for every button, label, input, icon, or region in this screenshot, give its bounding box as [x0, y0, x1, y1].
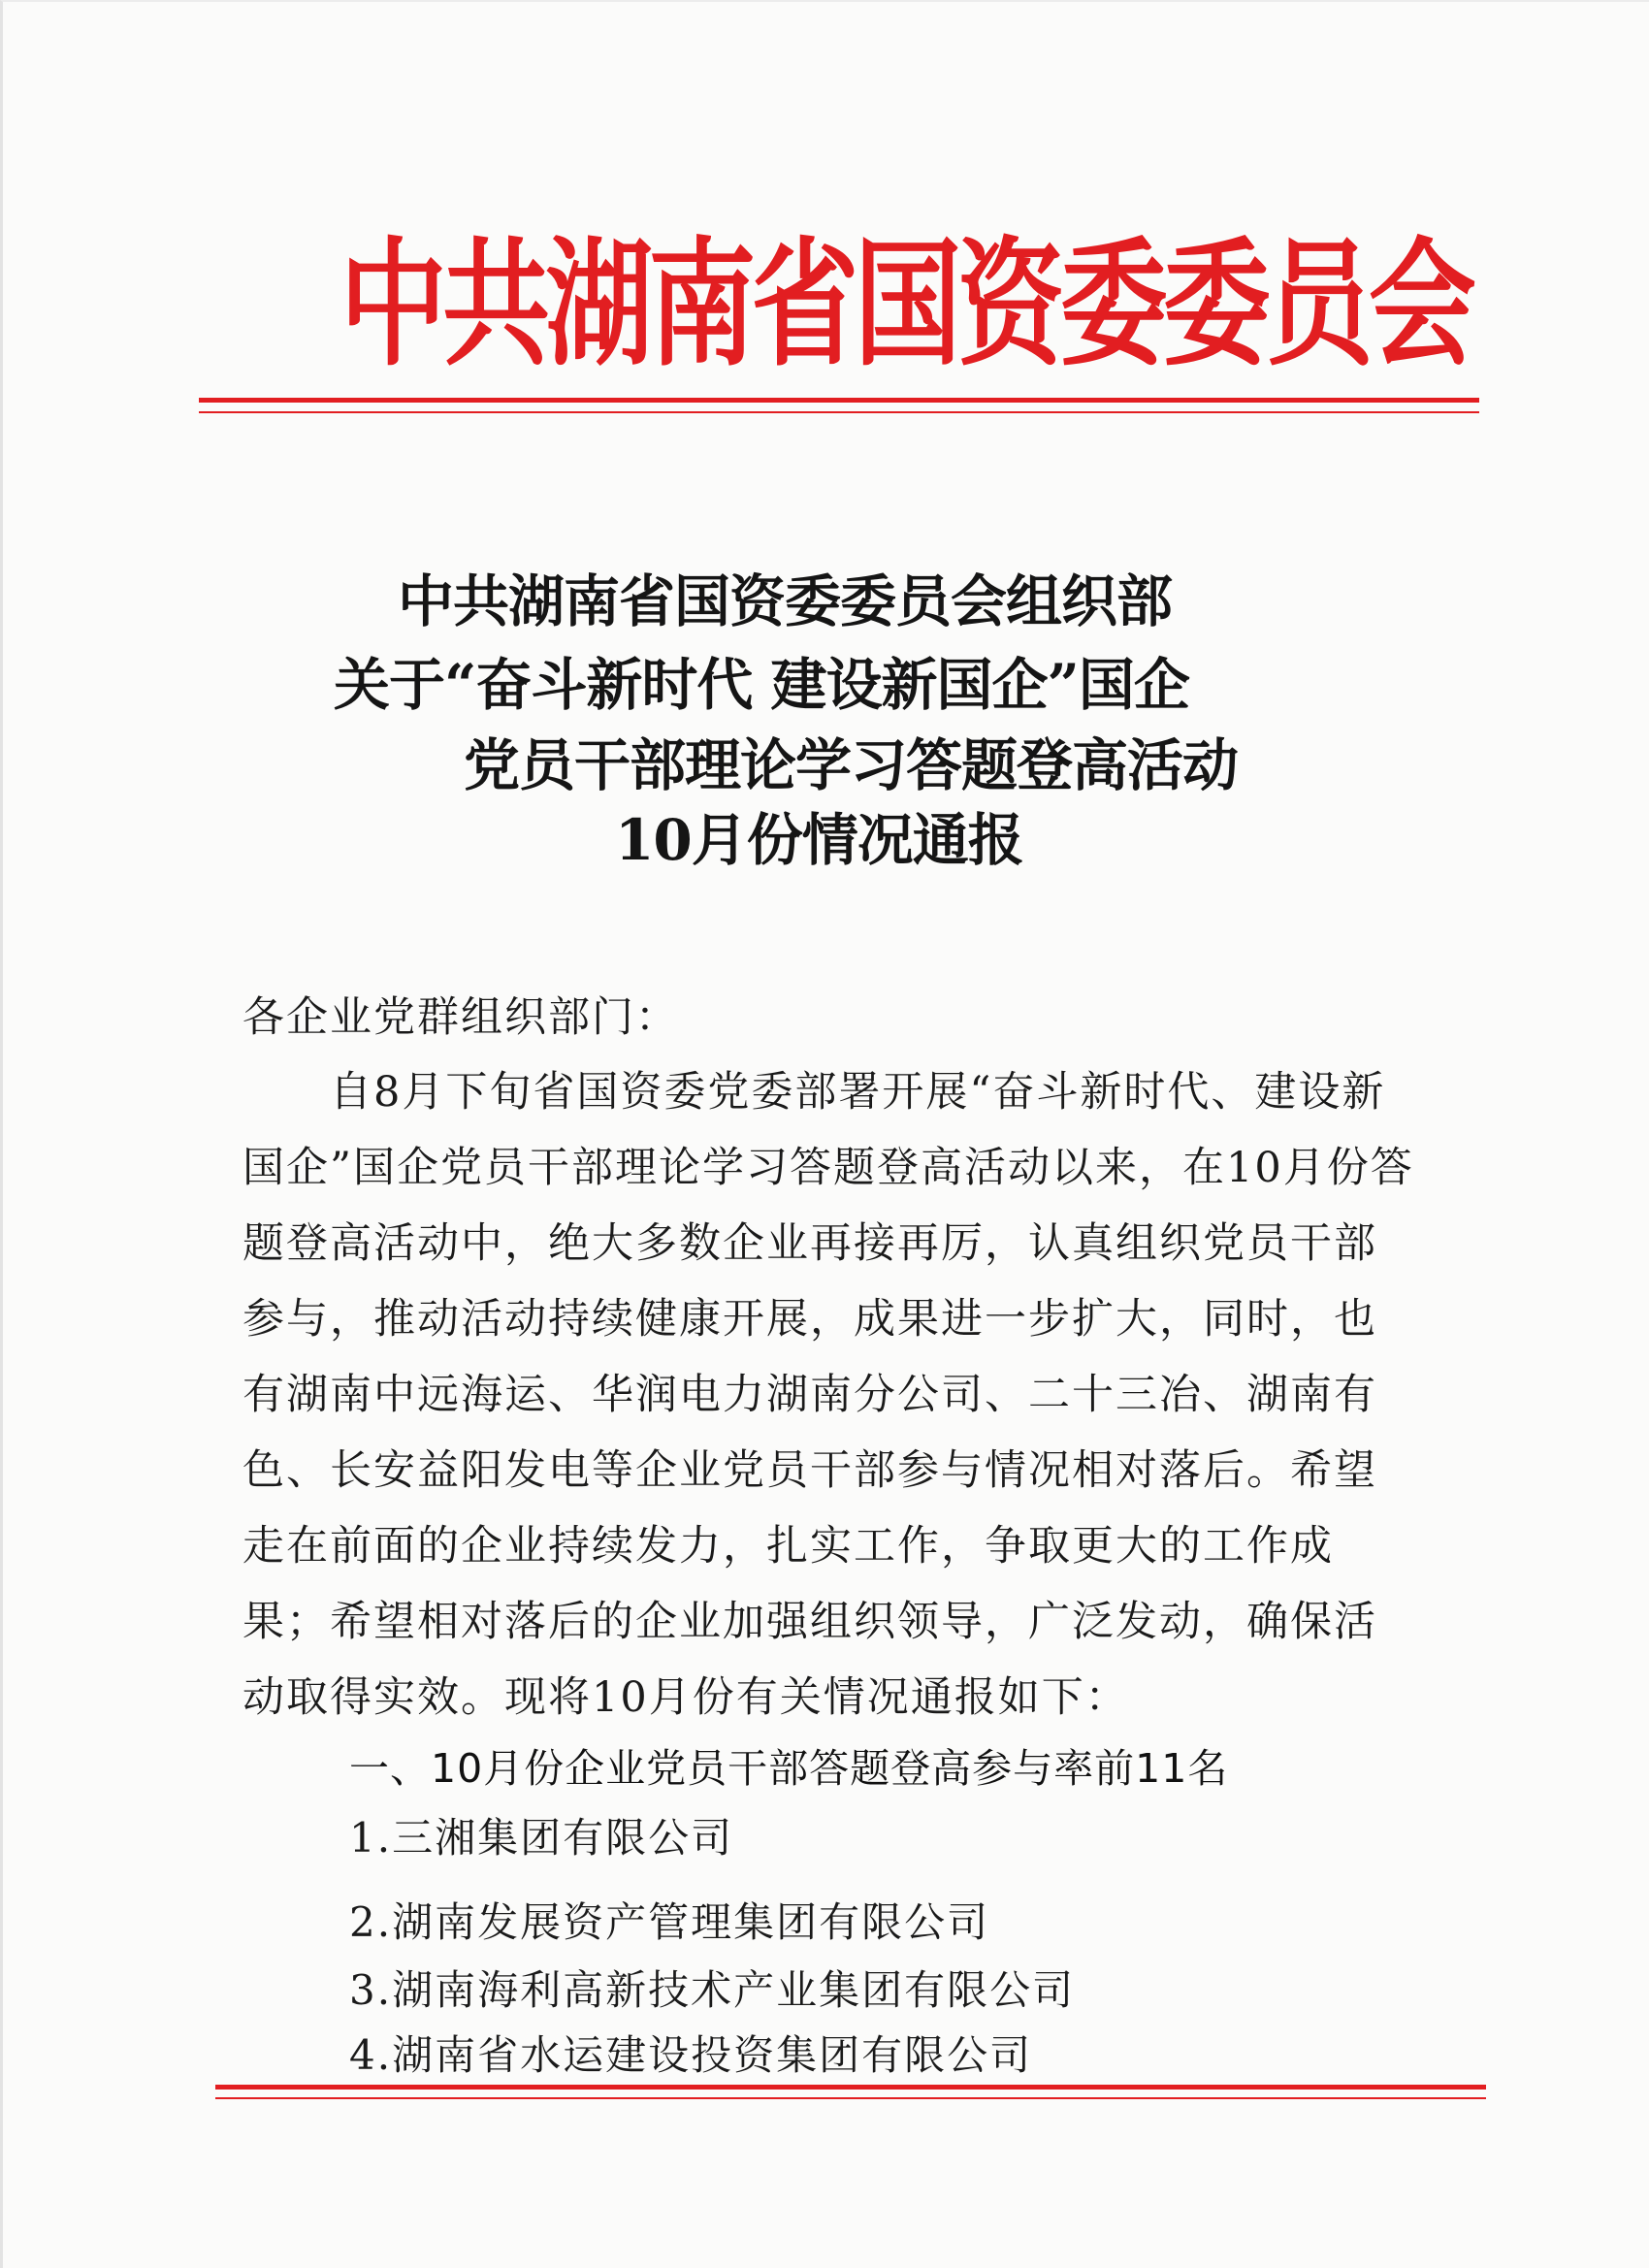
footer-rule-thin: [215, 2097, 1486, 2099]
masthead-rule-thin: [199, 411, 1479, 413]
document-title-line-3: 党员干部理论学习答题登高活动: [464, 732, 1239, 798]
salutation: 各企业党群组织部门：: [242, 993, 679, 1042]
body-line-3: 题登高活动中，绝大多数企业再接再厉，认真组织党员干部: [242, 1219, 1377, 1268]
footer-rule-thick: [215, 2085, 1486, 2090]
masthead-rule-thick: [199, 398, 1479, 403]
list-item: 2.湖南发展资产管理集团有限公司: [349, 1898, 990, 1946]
section-heading: 一、10月份企业党员干部答题登高参与率前11名: [349, 1745, 1229, 1792]
document-title-line-1: 中共湖南省国资委委员会组织部: [398, 568, 1173, 634]
body-line-6: 色、长安益阳发电等企业党员干部参与情况相对落后。希望: [242, 1446, 1377, 1495]
red-masthead-title: 中共湖南省国资委委员会: [340, 225, 1472, 385]
document-title-line-4: 10月份情况通报: [615, 807, 1023, 873]
body-line-5: 有湖南中远海运、华润电力湖南分公司、二十三冶、湖南有: [242, 1371, 1377, 1419]
list-item: 4.湖南省水运建设投资集团有限公司: [349, 2031, 1033, 2079]
body-line-2: 国企”国企党员干部理论学习答题登高活动以来，在10月份答: [242, 1144, 1414, 1192]
body-line-7: 走在前面的企业持续发力，扎实工作，争取更大的工作成: [242, 1522, 1334, 1571]
body-line-1: 自8月下旬省国资委党委部署开展“奋斗新时代、建设新: [330, 1068, 1386, 1117]
list-item: 3.湖南海利高新技术产业集团有限公司: [349, 1966, 1076, 2014]
body-line-8: 果；希望相对落后的企业加强组织领导，广泛发动，确保活: [242, 1598, 1377, 1646]
document-title-line-2: 关于“奋斗新时代 建设新国企”国企: [334, 652, 1189, 718]
body-line-4: 参与，推动活动持续健康开展，成果进一步扩大，同时，也: [242, 1295, 1377, 1344]
body-line-9: 动取得实效。现将10月份有关情况通报如下：: [242, 1673, 1129, 1722]
list-item: 1.三湘集团有限公司: [349, 1814, 734, 1862]
